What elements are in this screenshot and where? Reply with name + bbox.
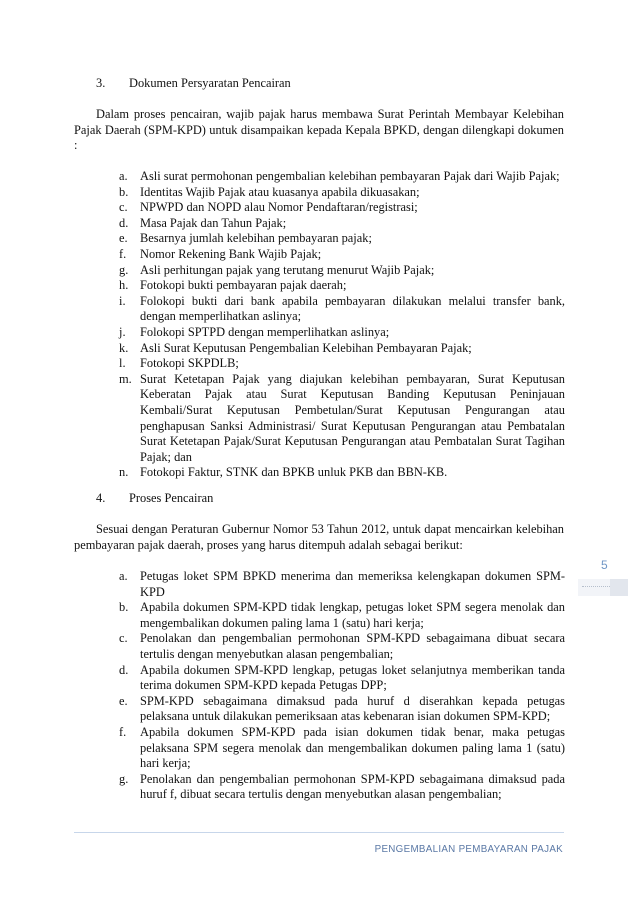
list-item <box>119 294 565 325</box>
footer-title: PENGEMBALIAN PEMBAYARAN PAJAK <box>374 844 563 855</box>
list-item-text: Apabila dokumen SPM-KPD tidak lengkap, petugas loket SPM segera menolak dan mengembalikan dokumen paling lama 1 (satu) hari kerja; <box>140 600 565 630</box>
list-item <box>119 216 565 232</box>
list-marker: f. <box>119 724 127 739</box>
list-marker: k. <box>119 340 129 355</box>
page-tab-decoration <box>578 579 628 596</box>
list-item <box>119 725 565 772</box>
list-item-text: Apabila dokumen SPM-KPD lengkap, petugas loket selanjutnya memberikan tanda terima dokumen SPM-KPD kepada Petugas DPP; <box>140 662 565 693</box>
list-marker: i. <box>119 293 126 308</box>
list-item <box>119 247 565 263</box>
list-item <box>119 694 565 725</box>
list-item-text: Asli Surat Keputusan Pengembalian Kelebihan Pembayaran Pajak; <box>140 340 472 355</box>
list-item <box>119 663 565 694</box>
list-item <box>119 185 565 201</box>
list-marker: a. <box>119 169 128 183</box>
list-item <box>119 772 565 803</box>
section-4-paragraph <box>74 522 564 553</box>
list-item <box>119 569 565 600</box>
list-marker: h. <box>119 278 129 293</box>
list-item <box>119 278 565 294</box>
footer-divider <box>74 832 564 833</box>
list-marker: e. <box>119 231 128 246</box>
list-item-text: Surat Ketetapan Pajak yang diajukan kelebihan pembayaran, Surat Keputusan Keberatan Pajak atau Surat Keputusan Banding Keputusan Peninjauan Kembali/Surat Keputusan Pembetulan/Surat Keputusan Pengurangan atau penghapusan Sanksi Administrasi/ Surat Keputusan Pengurangan atau Pembatalan Surat Ketetapan Pajak/Surat Keputusan Pengurangan atau Pembatalan Surat Tagihan Pajak; dan <box>140 371 565 464</box>
list-item-text: Masa Pajak dan Tahun Pajak; <box>140 215 287 230</box>
list-item-text: Identitas Wajib Pajak atau kuasanya apabila dikuasakan; <box>140 184 420 199</box>
list-marker: e. <box>119 693 128 708</box>
section-4-paragraph-text: Sesuai dengan Peraturan Gubernur Nomor 53 Tahun 2012, untuk dapat mencairkan kelebihan pembayaran pajak daerah, proses yang harus ditempuh adalah sebagai berikut: <box>74 522 564 552</box>
list-marker: b. <box>119 184 129 199</box>
list-item-text: Apabila dokumen SPM-KPD pada isian dokumen tidak benar, maka petugas pelaksana SPM segera menolak dan mengembalikan dokumen paling lama 1 (satu) hari kerja; <box>140 724 565 771</box>
list-item <box>119 341 565 357</box>
list-item-text: Penolakan dan pengembalian permohonan SPM-KPD sebagaimana dimaksud pada huruf f, dibuat secara tertulis dengan menyebutkan alasan pengembalian; <box>140 771 565 802</box>
list-marker: f. <box>119 246 127 261</box>
section-4-title: Proses Pencairan <box>129 491 214 505</box>
list-marker: g. <box>119 771 129 786</box>
list-item-text: Besarnya jumlah kelebihan pembayaran pajak; <box>140 231 372 246</box>
section-4-number: 4. <box>96 491 106 505</box>
list-item <box>119 600 565 631</box>
list-marker: j. <box>119 324 126 339</box>
section-4-process-list <box>119 569 565 803</box>
list-item <box>119 325 565 341</box>
section-3-document-list <box>119 169 565 481</box>
list-item <box>119 356 565 372</box>
page-number: 5 <box>601 558 608 572</box>
list-item-text: Fotokopi SKPDLB; <box>140 356 239 371</box>
list-item-text: Petugas loket SPM BPKD menerima dan memeriksa kelengkapan dokumen SPM-KPD <box>140 569 565 599</box>
section-3-title: Dokumen Persyaratan Pencairan <box>129 76 291 90</box>
section-3-paragraph-text: Dalam proses pencairan, wajib pajak harus membawa Surat Perintah Membayar Kelebihan Pajak Daerah (SPM-KPD) untuk disampaikan kepada Kepala BPKD, dengan dilengkapi dokumen : <box>74 107 564 153</box>
list-marker: a. <box>119 569 128 583</box>
list-item-text: Asli perhitungan pajak yang terutang menurut Wajib Pajak; <box>140 262 435 277</box>
list-marker: g. <box>119 262 129 277</box>
list-item-text: Folokopi bukti dari bank apabila pembayaran dilakukan melalui transfer bank, dengan memperlihatkan aslinya; <box>140 293 565 324</box>
section-3-heading <box>96 76 291 92</box>
list-marker: d. <box>119 662 129 677</box>
list-marker: c. <box>119 200 128 215</box>
list-item-text: Penolakan dan pengembalian permohonan SPM-KPD sebagaimana dibuat secara tertulis dengan menyebutkan alasan pengembalian; <box>140 631 565 661</box>
list-marker: d. <box>119 215 129 230</box>
list-marker: c. <box>119 631 128 646</box>
list-item <box>119 169 565 185</box>
section-3-number: 3. <box>96 76 106 90</box>
list-item <box>119 631 565 662</box>
list-item <box>119 465 565 481</box>
list-item-text: Fotokopi Faktur, STNK dan BPKB unluk PKB dan BBN-KB. <box>140 465 448 480</box>
section-4-heading <box>96 491 213 507</box>
section-3-paragraph <box>74 107 564 154</box>
list-marker: m. <box>119 371 132 386</box>
list-item-text: Folokopi SPTPD dengan memperlihatkan aslinya; <box>140 324 390 339</box>
list-item-text: Fotokopi bukti pembayaran pajak daerah; <box>140 278 347 293</box>
list-item-text: Asli surat permohonan pengembalian kelebihan pembayaran Pajak dari Wajib Pajak; <box>140 169 560 183</box>
list-item <box>119 372 565 466</box>
list-item-text: NPWPD dan NOPD alau Nomor Pendaftaran/registrasi; <box>140 200 418 215</box>
list-marker: n. <box>119 465 129 480</box>
list-item-text: SPM-KPD sebagaimana dimaksud pada huruf d diserahkan kepada petugas pelaksana untuk dilakukan pemeriksaan atas kebenaran isian dokumen SPM-KPD; <box>140 693 565 724</box>
list-item <box>119 200 565 216</box>
list-marker: l. <box>119 356 126 371</box>
list-item <box>119 263 565 279</box>
list-item <box>119 231 565 247</box>
list-marker: b. <box>119 600 129 615</box>
list-item-text: Nomor Rekening Bank Wajib Pajak; <box>140 246 322 261</box>
